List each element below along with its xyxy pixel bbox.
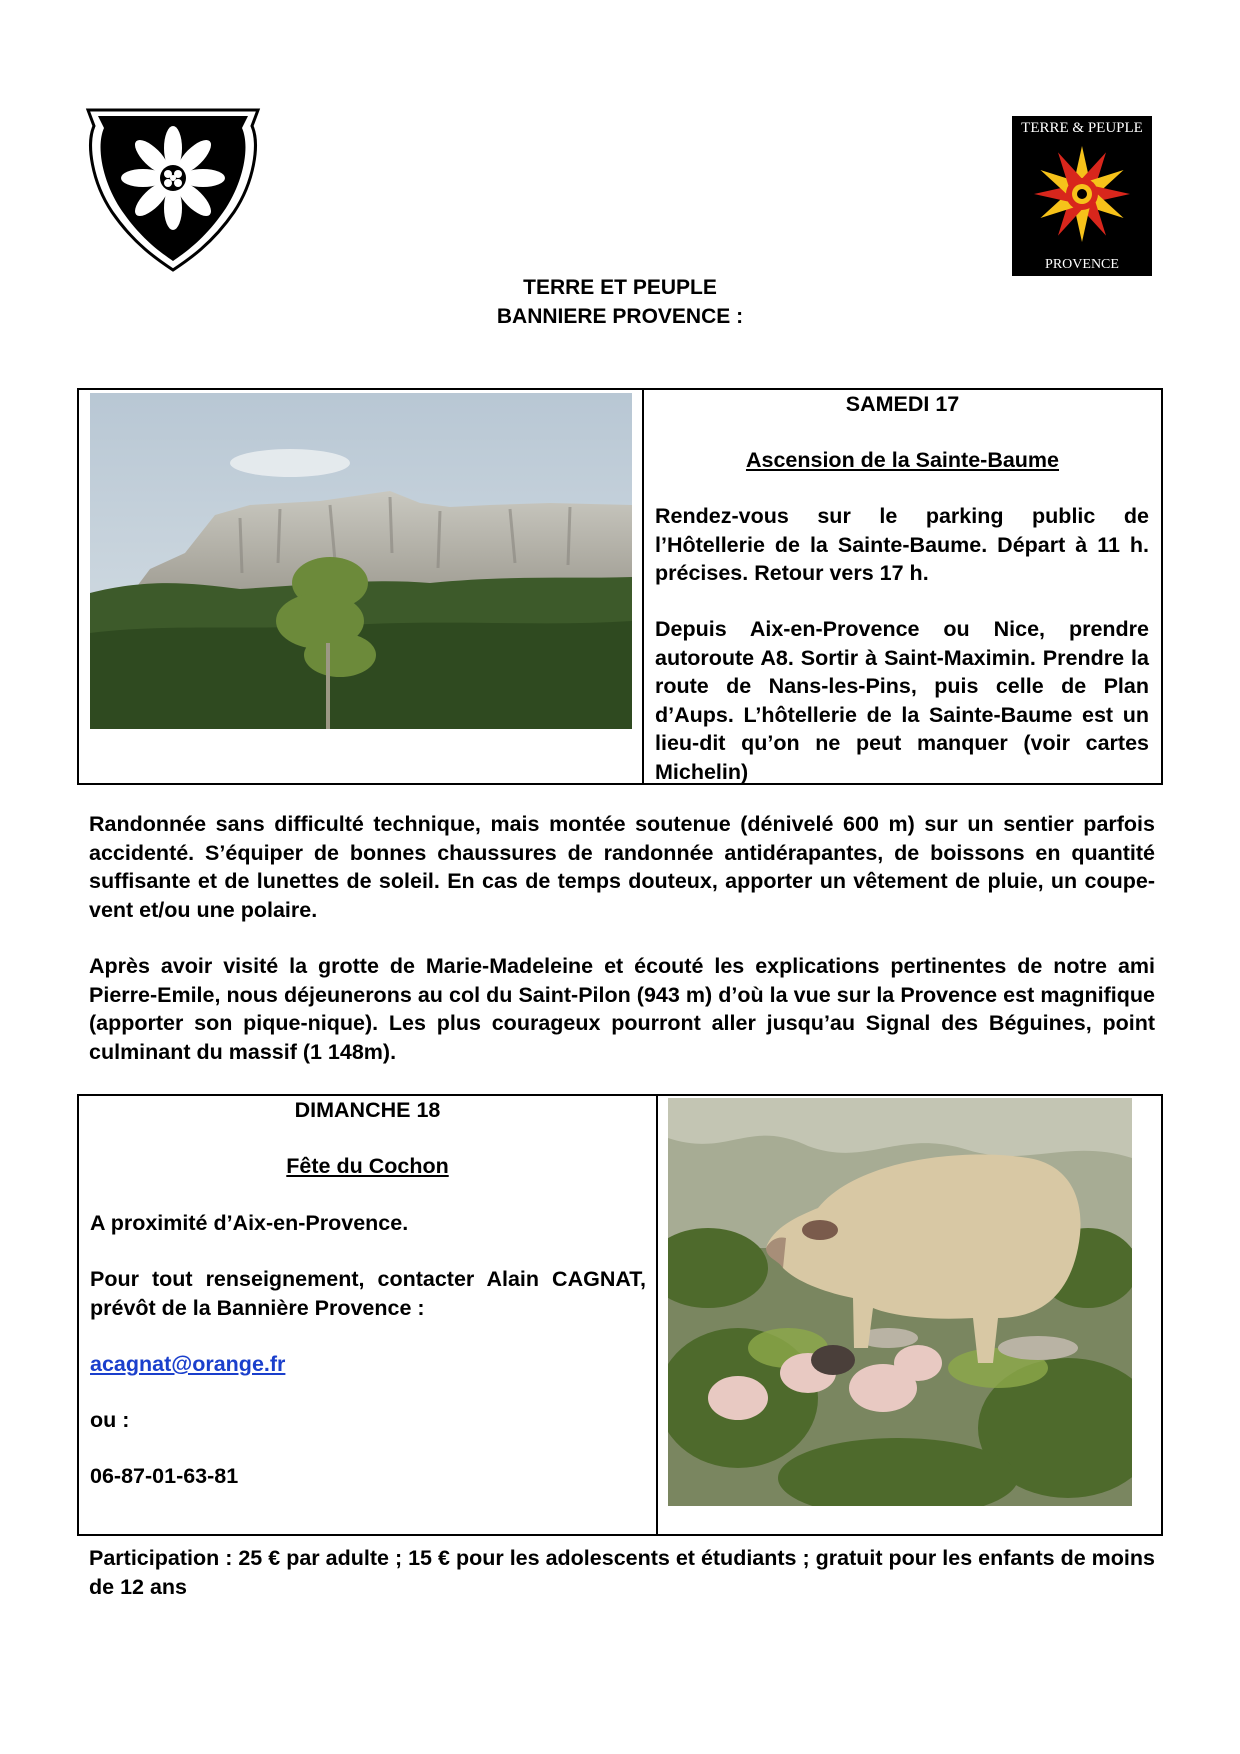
- contact-email-link[interactable]: acagnat@orange.fr: [90, 1352, 286, 1376]
- table-divider: [656, 1096, 658, 1534]
- edelweiss-shield-logo: [84, 104, 262, 274]
- event2-day: DIMANCHE 18: [294, 1098, 441, 1122]
- body-paragraph-2: Après avoir visité la grotte de Marie-Madeleine et écouté les explications pertinentes de notre ami Pierre-Emile, nous déjeunerons au col du Saint-Pilon (943 m) d’où la vue sur la Provence est magnifique (apporter son pique-nique). Les plus courageux pourront aller jusqu’au Signal des Béguines, point culminant du massif (1 148m).: [89, 954, 1155, 1064]
- contact-phone: 06-87-01-63-81: [90, 1464, 239, 1488]
- pig-photo: [668, 1098, 1132, 1506]
- event1-title: Ascension de la Sainte-Baume: [745, 448, 1060, 472]
- shield-icon: [84, 104, 262, 274]
- event1-directions: Depuis Aix-en-Provence ou Nice, prendre autoroute A8. Sortir à Saint-Maximin. Prendre la route de Nans-les-Pins, puis celle de Plan d’Aups. L’hôtellerie de la Sainte-Baume est un lieu-dit qu’on ne peut manquer (voir cartes Michelin): [655, 617, 1149, 784]
- participation-note: Participation : 25 € par adulte ; 15 € pour les adolescents et étudiants ; gratuit pour les enfants de moins de 12 ans: [89, 1546, 1155, 1599]
- event2-table: [77, 1094, 1163, 1536]
- logo-bottom-text: PROVENCE: [1045, 257, 1119, 272]
- event1-day: SAMEDI 17: [845, 392, 960, 416]
- event2-location: A proximité d’Aix-en-Provence.: [90, 1211, 409, 1235]
- sainte-baume-photo: [90, 393, 632, 729]
- event2-title: Fête du Cochon: [286, 1154, 449, 1178]
- event1-table: [77, 388, 1163, 785]
- terre-peuple-provence-logo: [1012, 116, 1152, 276]
- event1-meeting: Rendez-vous sur le parking public de l’Hôtellerie de la Sainte-Baume. Départ à 11 h. précises. Retour vers 17 h.: [655, 504, 1149, 585]
- page-title-line2: BANNIERE PROVENCE :: [496, 305, 744, 328]
- page-title-line1: TERRE ET PEUPLE: [523, 276, 717, 299]
- sun-icon: [1032, 142, 1132, 246]
- logo-top-text: TERRE & PEUPLE: [1021, 120, 1143, 136]
- event2-or: ou :: [90, 1408, 130, 1432]
- event2-contact: Pour tout renseignement, contacter Alain CAGNAT, prévôt de la Bannière Provence :: [90, 1267, 646, 1320]
- body-paragraph-1: Randonnée sans difficulté technique, mais montée soutenue (dénivelé 600 m) sur un sentier parfois accidenté. S’équiper de bonnes chaussures de randonnée antidérapantes, de boissons en quantité suffisante et de lunettes de soleil. En cas de temps douteux, apporter un vêtement de pluie, un coupe-vent et/ou une polaire.: [89, 812, 1155, 922]
